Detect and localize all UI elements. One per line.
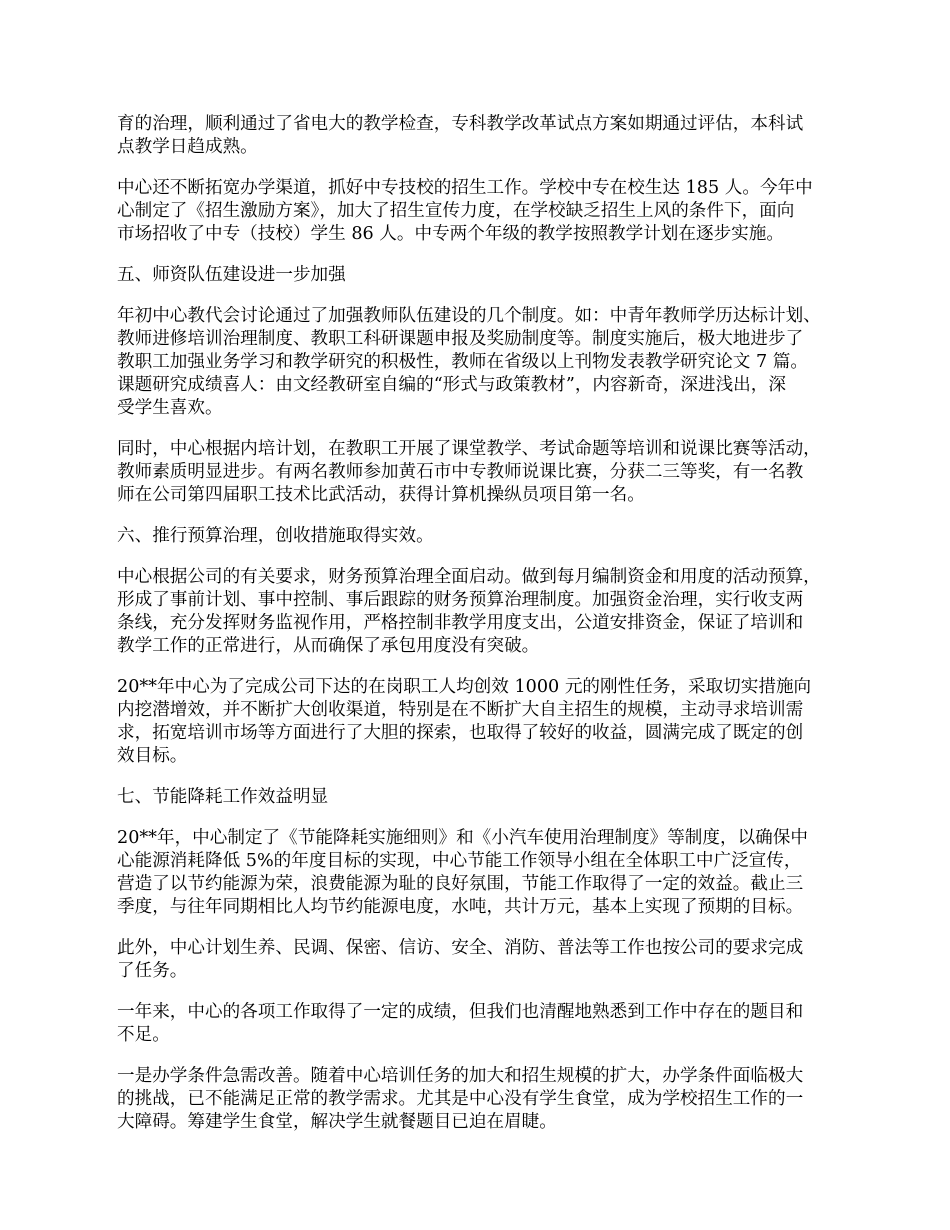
text-line: 七、节能降耗工作效益明显 <box>117 787 329 807</box>
text-line: 五、师资队伍建设进一步加强 <box>117 265 346 285</box>
text-line: 季度，与往年同期相比人均节约能源电度，水吨，共计万元，基本上实现了预期的目标。 <box>117 897 804 917</box>
text-line: 了任务。 <box>117 961 188 981</box>
text-line: 教学工作的正常进行，从而确保了承包用度没有突破。 <box>117 636 540 656</box>
paragraph-4 <box>117 305 835 420</box>
text-line: 一年来，中心的各项工作取得了一定的成绩，但我们也清醒地熟悉到工作中存在的题目和 <box>117 1002 804 1022</box>
text-line: 此外，中心计划生养、民调、保密、信访、安全、消防、普法等工作也按公司的要求完成 <box>117 938 804 958</box>
text-line: 育的治理，顺利通过了省电大的教学检查，专科教学改革试点方案如期通过评估，本科试 <box>117 114 804 134</box>
text-line: 教职工加强业务学习和教学研究的积极性，教师在省级以上刊物发表教学研究论文 7 篇。 <box>117 352 808 372</box>
paragraph-10 <box>117 827 835 919</box>
text-line: 中心根据公司的有关要求，财务预算治理全面启动。做到每月编制资金和用度的活动预算， <box>117 567 821 587</box>
text-line: 营造了以节约能源为荣，浪费能源为耻的良好氛围，节能工作取得了一定的效益。截止三 <box>117 874 804 894</box>
text-line: 形成了事前计划、事中控制、事后跟踪的财务预算治理制度。加强资金治理，实行收支两 <box>117 590 804 610</box>
text-line: 一是办学条件急需改善。随着中心培训任务的加大和招生规模的扩大，办学条件面临极大 <box>117 1066 804 1086</box>
text-line: 教师进修培训治理制度、教职工科研课题申报及奖励制度等。制度实施后，极大地进步了 <box>117 329 804 349</box>
paragraph-5 <box>117 438 835 507</box>
paragraph-13 <box>117 1065 835 1134</box>
text-line: 心能源消耗降低 5%的年度目标的实现，中心节能工作领导小组在全体职工中广泛宣传， <box>117 851 802 871</box>
text-line: 求，拓宽培训市场等方面进行了大胆的探索，也取得了较好的收益，圆满完成了既定的创 <box>117 723 804 743</box>
text-line: 不足。 <box>117 1025 170 1045</box>
paragraph-8 <box>117 676 835 768</box>
paragraph-2 <box>117 177 835 246</box>
text-line: 市场招收了中专（技校）学生 86 人。中专两个年级的教学按照教学计划在逐步实施。 <box>117 224 784 244</box>
text-line: 大障碍。筹建学生食堂，解决学生就餐题目已迫在眉睫。 <box>117 1112 557 1132</box>
text-line: 同时，中心根据内培计划，在教职工开展了课堂教学、考试命题等培训和说课比赛等活动， <box>117 439 821 459</box>
text-line: 的挑战，已不能满足正常的教学需求。尤其是中心没有学生食堂，成为学校招生工作的一 <box>117 1089 804 1109</box>
section-heading-7 <box>117 786 835 809</box>
text-line: 20**年中心为了完成公司下达的在岗职工人均创效 1000 元的刚性任务，采取切实措施向 <box>117 677 812 697</box>
paragraph-11 <box>117 937 835 983</box>
paragraph-7 <box>117 566 835 658</box>
text-line: 年初中心教代会讨论通过了加强教师队伍建设的几个制度。如：中青年教师学历达标计划、 <box>117 306 821 326</box>
text-line: 教师素质明显进步。有两名教师参加黄石市中专教师说课比赛，分获二三等奖，有一名教 <box>117 462 804 482</box>
text-line: 中心还不断拓宽办学渠道，抓好中专技校的招生工作。学校中专在校生达 185 人。今年中 <box>117 178 813 198</box>
section-heading-5 <box>117 264 835 287</box>
text-line: 受学生喜欢。 <box>117 398 223 418</box>
text-line: 内挖潜增效，并不断扩大创收渠道，特别是在不断扩大自主招生的规模，主动寻求培训需 <box>117 700 804 720</box>
text-line: 心制定了《招生激励方案》，加大了招生宣传力度，在学校缺乏招生上风的条件下，面向 <box>117 201 795 221</box>
text-line: 效目标。 <box>117 746 188 766</box>
text-line: 点教学日趋成熟。 <box>117 137 258 157</box>
document-page <box>117 113 835 1152</box>
section-heading-6 <box>117 525 835 548</box>
text-line: 20**年，中心制定了《节能降耗实施细则》和《小汽车使用治理制度》等制度，以确保中 <box>117 828 808 848</box>
paragraph-1 <box>117 113 835 159</box>
text-line: 条线，充分发挥财务监视作用，严格控制非教学用度支出，公道安排资金，保证了培训和 <box>117 613 804 633</box>
paragraph-12 <box>117 1001 835 1047</box>
text-line: 师在公司第四届职工技术比武活动，获得计算机操纵员项目第一名。 <box>117 485 645 505</box>
text-line: 课题研究成绩喜人：由文经教研室自编的“形式与政策教材”，内容新奇，深进浅出，深 <box>117 375 786 395</box>
text-line: 六、推行预算治理，创收措施取得实效。 <box>117 526 434 546</box>
